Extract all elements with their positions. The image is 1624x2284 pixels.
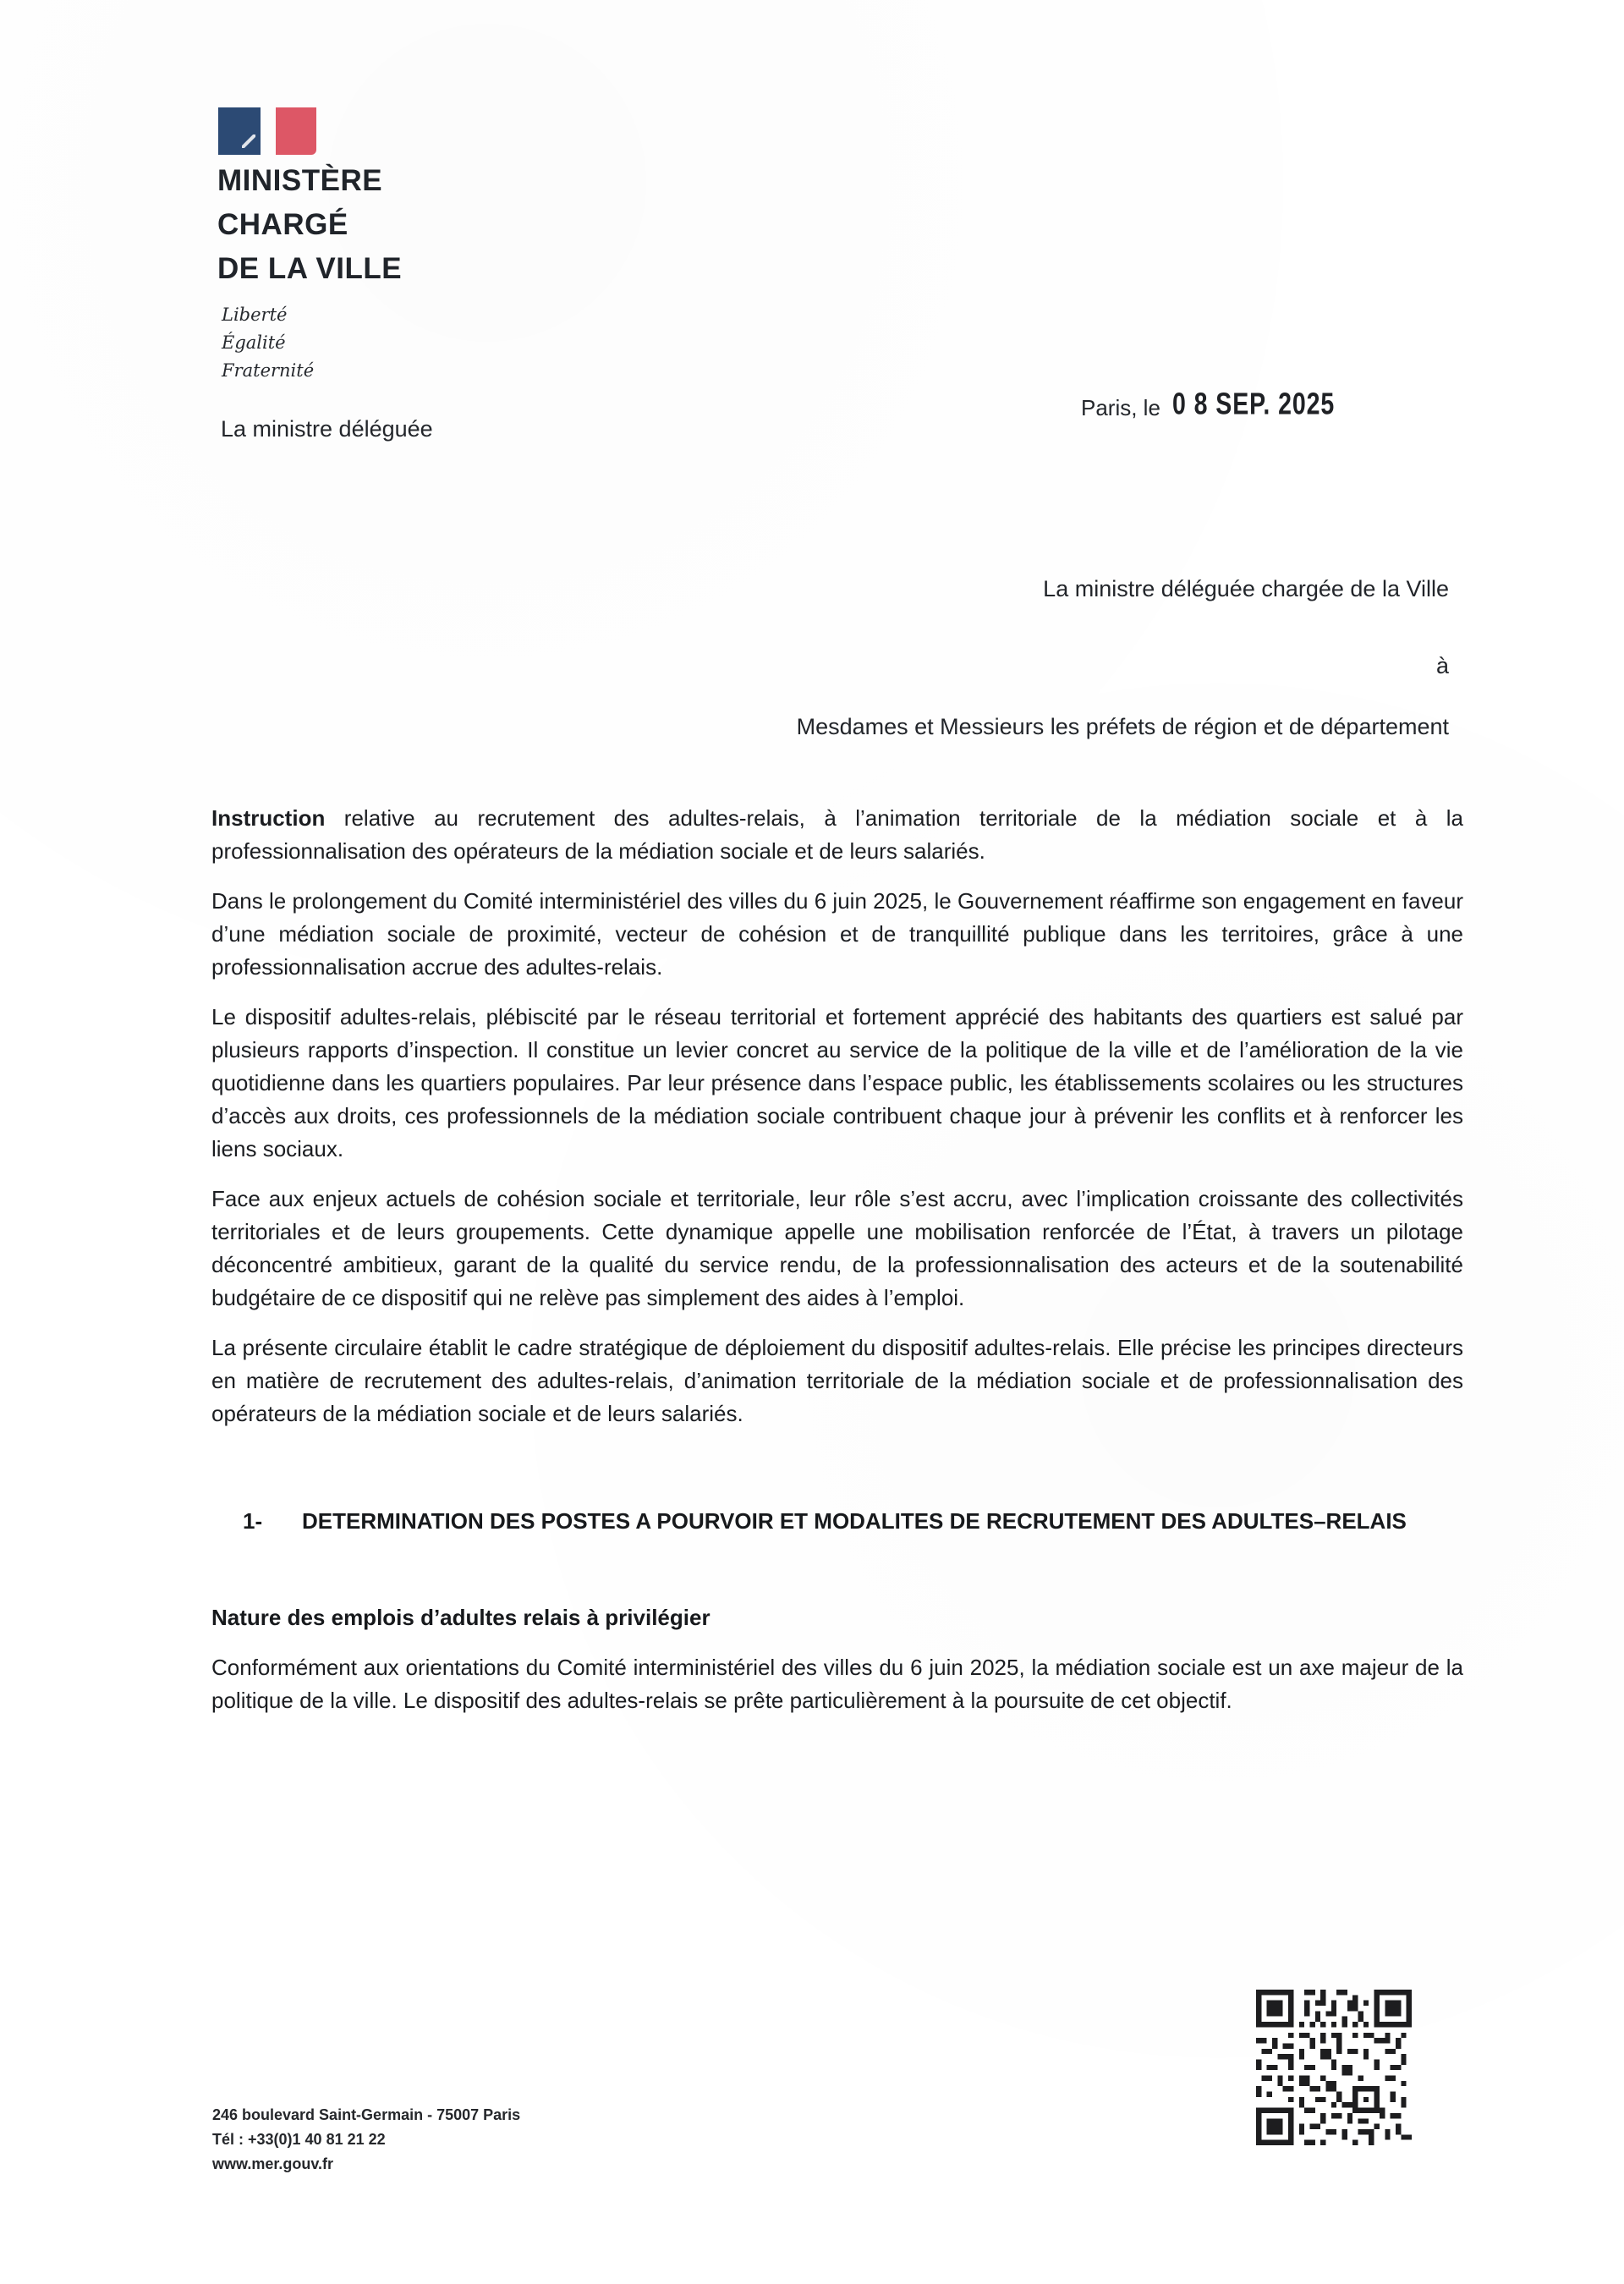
letter-body <box>211 802 1463 1734</box>
recipient-line: Mesdames et Messieurs les préfets de région et de département <box>796 714 1449 739</box>
section-title: DETERMINATION DES POSTES A POURVOIR ET MODALITES DE RECRUTEMENT DES ADULTES–RELAIS <box>302 1508 1407 1534</box>
body-paragraph: La présente circulaire établit le cadre stratégique de déploiement du dispositif adultes-relais. Elle précise les principes directeurs en matière de recrutement des adultes-relais, d’animation territoriale de la médiation sociale et de professionnalisation des opérateurs de la médiation sociale et de leurs salariés. <box>211 1335 1463 1426</box>
subject-paragraph <box>211 802 1463 868</box>
recipient-line: à <box>1435 653 1449 678</box>
date-line <box>1081 386 1349 422</box>
footer-address: 246 boulevard Saint-Germain - 75007 Paris <box>212 2106 521 2123</box>
french-flag-logo <box>218 107 316 155</box>
motto-line: Égalité <box>222 332 286 353</box>
flag-blue-block <box>218 107 261 155</box>
flag-red-block <box>276 107 316 155</box>
qr-code-icon <box>1256 1988 1412 2147</box>
republic-motto <box>222 301 314 385</box>
date-stamp: 0 8 SEP. 2025 <box>1171 386 1336 421</box>
recipient-line: La ministre déléguée chargée de la Ville <box>1043 576 1449 601</box>
closing-paragraph: Conformément aux orientations du Comité interministériel des villes du 6 juin 2025, la médiation sociale est un axe majeur de la politique de la ville. Le dispositif des adultes-relais se prête particulièrement à la poursuite de cet objectif. <box>211 1655 1463 1713</box>
motto-line: Liberté <box>222 305 288 325</box>
footer-contact-block <box>212 2103 520 2177</box>
body-paragraph: Dans le prolongement du Comité interministériel des villes du 6 juin 2025, le Gouvernement réaffirme son engagement en faveur d’une médiation sociale de proximité, vecteur de cohésion et de tranquillité publique dans les territoires, grâce à une professionnalisation accrue des adultes-relais. <box>211 888 1463 980</box>
subject-rest: relative au recrutement des adultes-relais, à l’animation territoriale de la médiation sociale et à la professionnalisation des opérateurs de la médiation sociale et de leurs salariés. <box>211 805 1463 864</box>
footer-website: www.mer.gouv.fr <box>212 2155 334 2172</box>
subject-lead: Instruction <box>211 805 326 831</box>
body-paragraph: Face aux enjeux actuels de cohésion sociale et territoriale, leur rôle s’est accru, avec l’implication croissante des collectivités territoriales et de leurs groupements. Cette dynamique appelle une mobilisation renforcée de l’État, à travers un pilotage déconcentré ambitieux, garant de la qualité du service rendu, de la professionnalisation des acteurs et de la soutenabilité budgétaire de ce dispositif qui ne relève pas simplement des aides à l’emploi. <box>211 1186 1463 1310</box>
ministry-line: DE LA VILLE <box>217 252 403 285</box>
place-label: Paris, le <box>1081 395 1160 420</box>
motto-line: Fraternité <box>222 360 315 381</box>
sender-title: La ministre déléguée <box>221 416 433 442</box>
section-1-heading <box>211 1505 1463 1538</box>
section-number: 1- <box>243 1508 263 1534</box>
ministry-line: CHARGÉ <box>217 208 348 241</box>
footer-phone: Tél : +33(0)1 40 81 21 22 <box>212 2131 386 2148</box>
ministry-name <box>217 159 402 291</box>
subheading-nature-des-emplois: Nature des emplois d’adultes relais à privilégier <box>211 1605 710 1630</box>
ministry-line: MINISTÈRE <box>217 164 383 197</box>
recipient-block <box>392 574 1449 742</box>
body-paragraph: Le dispositif adultes-relais, plébiscité par le réseau territorial et fortement apprécié des habitants des quartiers est salué par plusieurs rapports d’inspection. Il constitue un levier concret au service de la politique de la ville et de l’amélioration de la vie quotidienne dans les quartiers populaires. Par leur présence dans l’espace public, les établissements scolaires ou les structures d’accès aux droits, ces professionnels de la médiation sociale contribuent chaque jour à prévenir les conflits et à renforcer les liens sociaux. <box>211 1004 1463 1161</box>
